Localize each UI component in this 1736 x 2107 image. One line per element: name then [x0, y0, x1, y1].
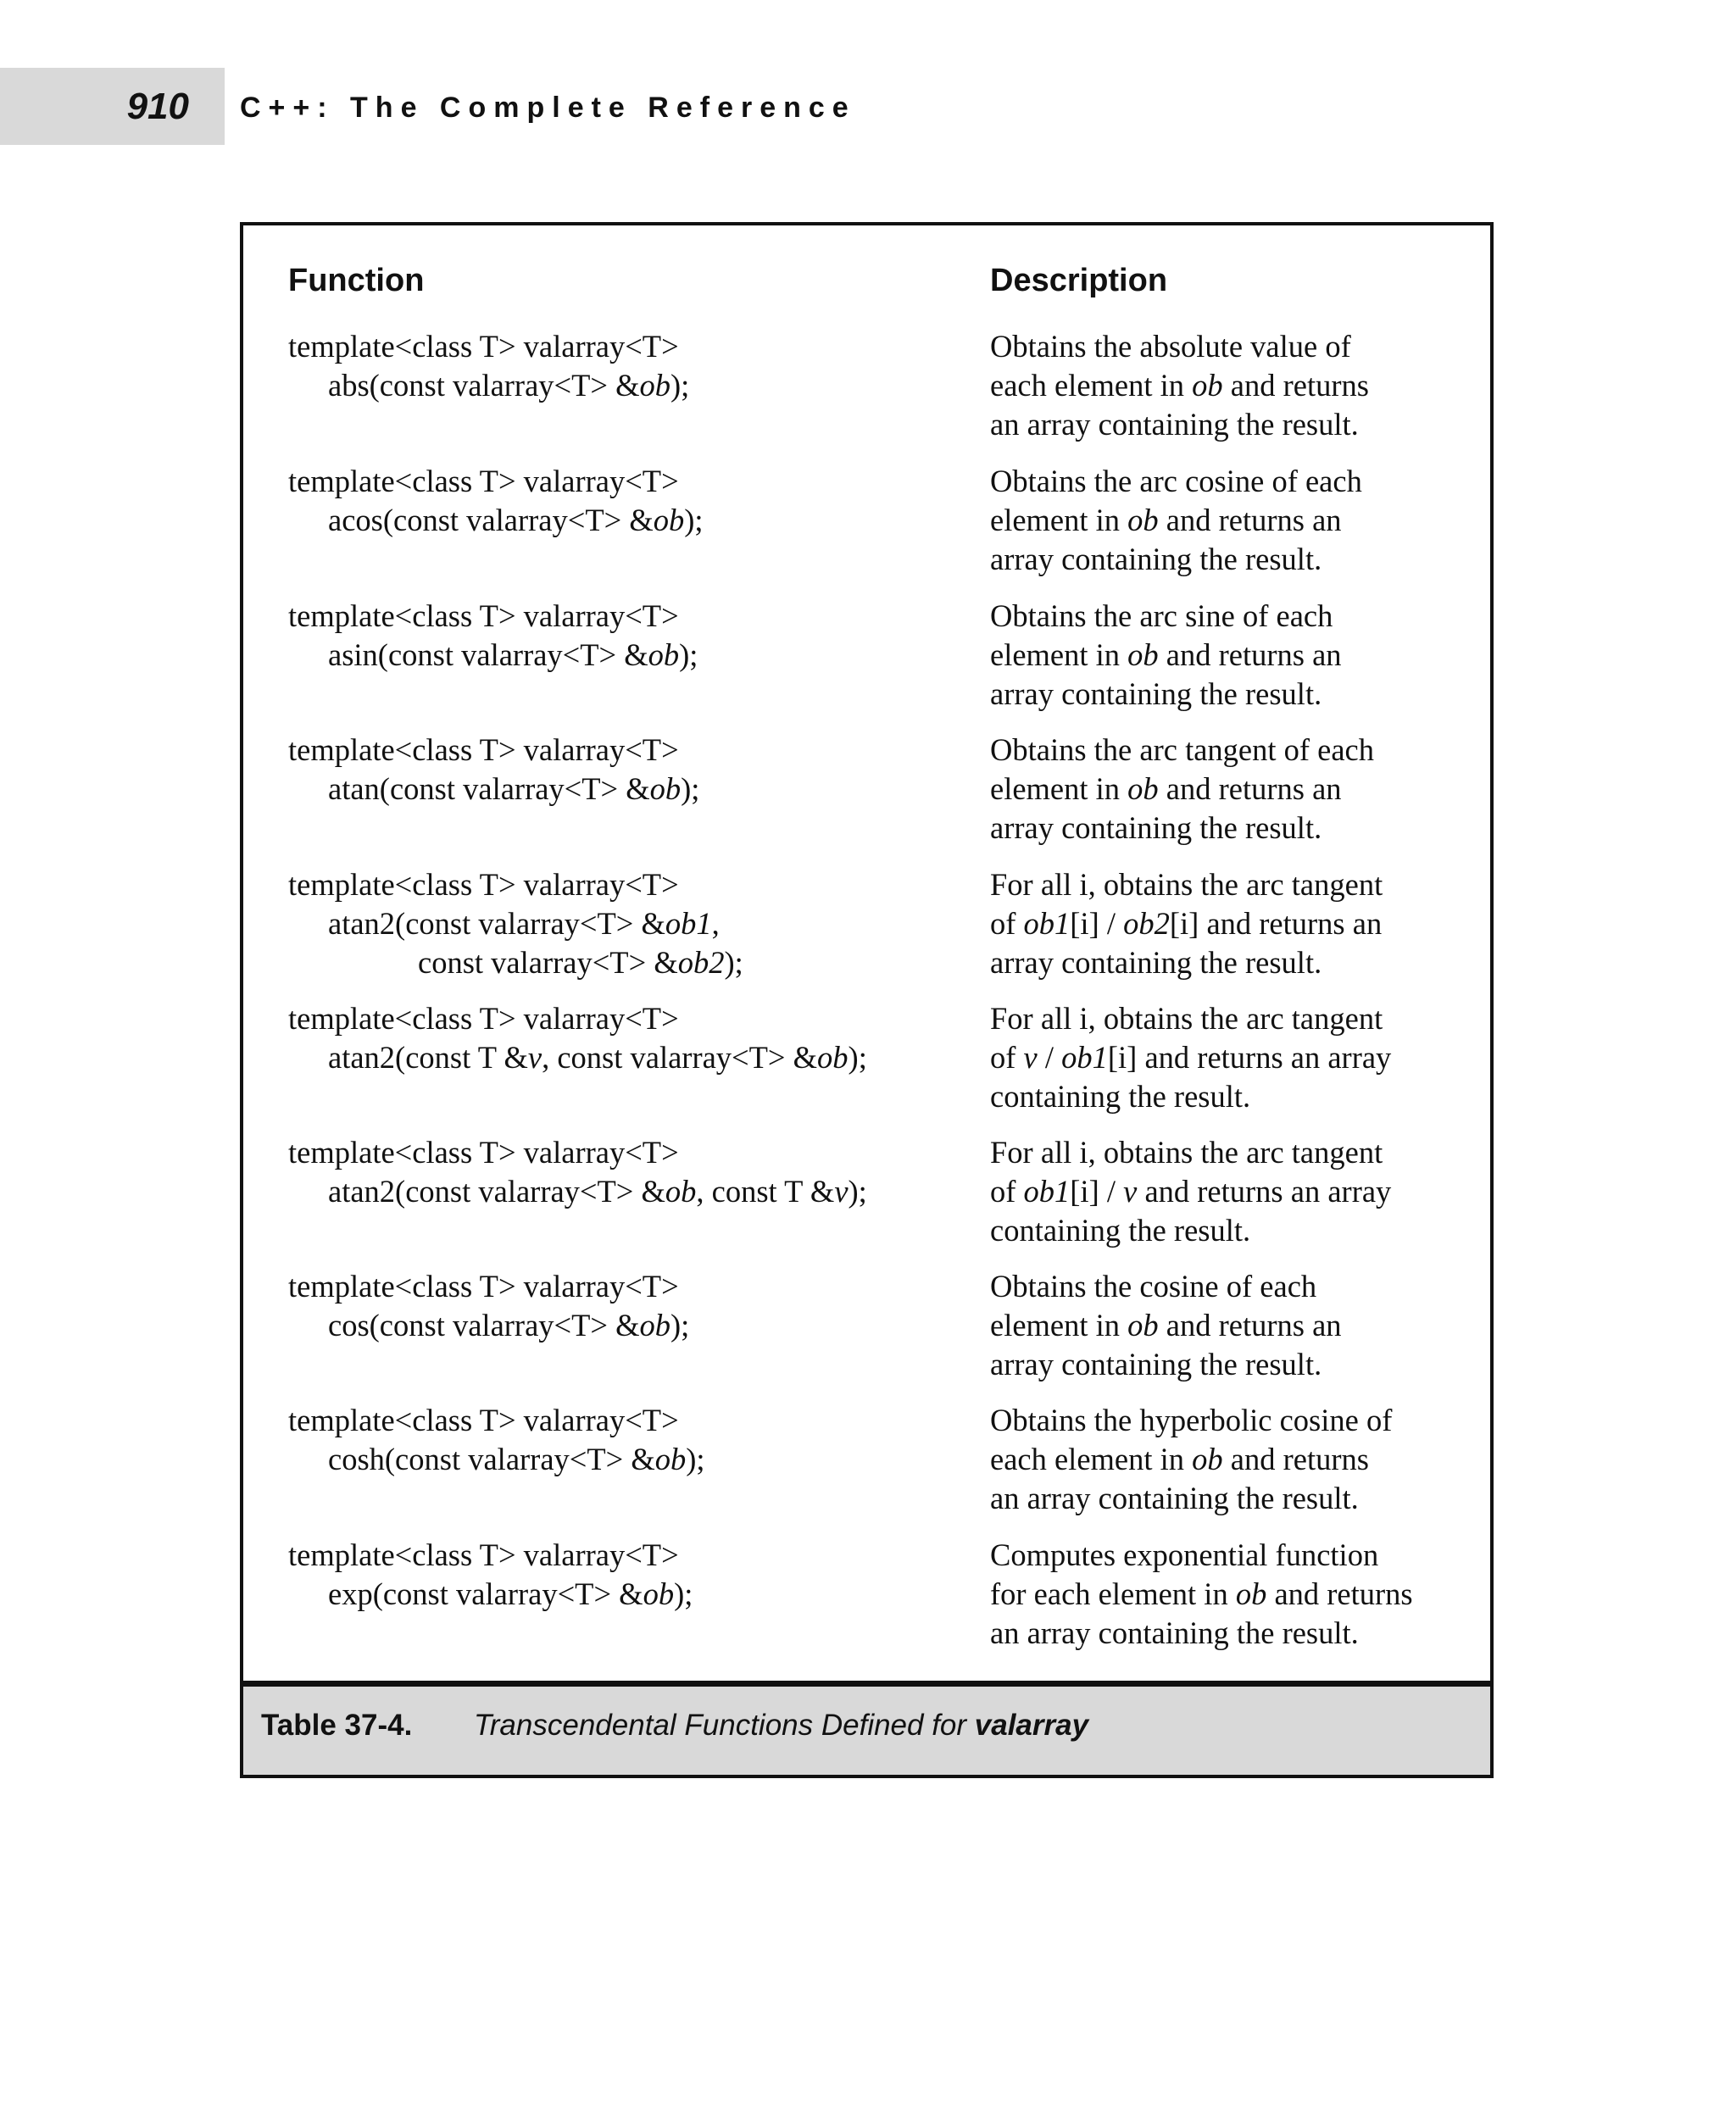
signature-line: atan(const valarray<T> &ob); [328, 771, 700, 806]
identifier: ob [1192, 1442, 1223, 1476]
identifier: v [1023, 1040, 1038, 1075]
signature-line: template<class T> valarray<T> [288, 1269, 679, 1304]
description-line: Obtains the arc sine of each [990, 598, 1333, 633]
function-signature [288, 1133, 867, 1211]
description-line: array containing the result. [990, 1347, 1322, 1382]
column-header-description: Description [990, 263, 1168, 298]
function-description [990, 1133, 1391, 1250]
identifier: v [527, 1040, 542, 1075]
identifier: ob1 [665, 906, 712, 941]
identifier: ob [648, 637, 680, 672]
identifier: ob [639, 1308, 671, 1343]
signature-line: atan2(const valarray<T> &ob1, [328, 906, 720, 941]
signature-line: cos(const valarray<T> &ob); [328, 1308, 690, 1343]
identifier: ob [649, 771, 682, 806]
function-description [990, 999, 1391, 1116]
description-line: of v / ob1[i] and returns an array [990, 1040, 1392, 1075]
signature-line: template<class T> valarray<T> [288, 1001, 679, 1036]
caption-title [474, 1709, 1088, 1743]
identifier: ob [639, 368, 671, 403]
function-signature [288, 1267, 689, 1345]
signature-line: exp(const valarray<T> &ob); [328, 1576, 693, 1611]
identifier: ob [654, 1442, 687, 1476]
description-line: element in ob and returns an [990, 637, 1342, 672]
signature-line: template<class T> valarray<T> [288, 598, 679, 633]
description-line: containing the result. [990, 1213, 1251, 1248]
signature-line: asin(const valarray<T> &ob); [328, 637, 698, 672]
signature-line: template<class T> valarray<T> [288, 464, 679, 498]
signature-line: template<class T> valarray<T> [288, 1537, 679, 1572]
identifier: ob [665, 1174, 697, 1209]
function-signature [288, 1536, 693, 1614]
signature-line: template<class T> valarray<T> [288, 867, 679, 902]
table-caption [240, 1681, 1494, 1778]
running-head: C++: The Complete Reference [240, 92, 856, 124]
identifier: ob [1127, 771, 1159, 806]
description-line: For all i, obtains the arc tangent [990, 867, 1383, 902]
identifier: ob2 [677, 945, 725, 980]
function-description [990, 462, 1362, 579]
description-line: Obtains the arc tangent of each [990, 732, 1375, 767]
function-signature [288, 327, 689, 405]
identifier: ob1 [1023, 1174, 1071, 1209]
description-line: of ob1[i] / v and returns an array [990, 1174, 1392, 1209]
page-number-tab [0, 68, 225, 145]
identifier: ob [1127, 1308, 1159, 1343]
description-line: an array containing the result. [990, 407, 1359, 442]
function-description [990, 327, 1369, 444]
description-line: array containing the result. [990, 810, 1322, 845]
description-line: element in ob and returns an [990, 1308, 1342, 1343]
signature-line: template<class T> valarray<T> [288, 1135, 679, 1170]
function-description [990, 597, 1342, 714]
description-line: an array containing the result. [990, 1615, 1359, 1650]
signature-line: const valarray<T> &ob2); [418, 945, 743, 980]
description-line: element in ob and returns an [990, 503, 1342, 537]
identifier: ob [1127, 637, 1159, 672]
description-line: array containing the result. [990, 676, 1322, 711]
function-signature [288, 462, 704, 540]
column-header-function: Function [288, 263, 425, 298]
description-line: for each element in ob and returns [990, 1576, 1413, 1611]
function-description [990, 731, 1374, 848]
function-signature [288, 865, 743, 982]
identifier: ob [1235, 1576, 1267, 1611]
description-line: containing the result. [990, 1079, 1251, 1114]
function-signature [288, 999, 867, 1077]
description-line: Obtains the arc cosine of each [990, 464, 1362, 498]
description-line: element in ob and returns an [990, 771, 1342, 806]
page-number: 910 [126, 85, 189, 127]
description-line: array containing the result. [990, 945, 1322, 980]
description-line: an array containing the result. [990, 1481, 1359, 1515]
description-line: For all i, obtains the arc tangent [990, 1135, 1383, 1170]
signature-line: atan2(const T &v, const valarray<T> &ob); [328, 1040, 867, 1075]
identifier: v [834, 1174, 849, 1209]
description-line: each element in ob and returns [990, 368, 1369, 403]
identifier: ob1 [1061, 1040, 1108, 1075]
signature-line: abs(const valarray<T> &ob); [328, 368, 690, 403]
description-line: Computes exponential function [990, 1537, 1379, 1572]
description-line: Obtains the cosine of each [990, 1269, 1317, 1304]
description-line: of ob1[i] / ob2[i] and returns an [990, 906, 1383, 941]
identifier: ob [643, 1576, 675, 1611]
function-description [990, 1401, 1392, 1518]
identifier: ob1 [1023, 906, 1071, 941]
function-signature [288, 731, 699, 809]
caption-text: Transcendental Functions Defined for [474, 1709, 975, 1742]
description-line: For all i, obtains the arc tangent [990, 1001, 1383, 1036]
identifier: ob [1127, 503, 1159, 537]
signature-line: template<class T> valarray<T> [288, 1403, 679, 1437]
function-description [990, 1536, 1413, 1653]
signature-line: template<class T> valarray<T> [288, 329, 679, 364]
signature-line: template<class T> valarray<T> [288, 732, 679, 767]
function-signature [288, 1401, 705, 1479]
identifier: ob2 [1123, 906, 1170, 941]
identifier: v [1123, 1174, 1138, 1209]
identifier: ob [1192, 368, 1223, 403]
caption-label: Table 37-4. [261, 1709, 413, 1742]
identifier: ob [653, 503, 685, 537]
function-signature [288, 597, 698, 675]
caption-bold: valarray [974, 1709, 1089, 1742]
signature-line: cosh(const valarray<T> &ob); [328, 1442, 705, 1476]
description-line: array containing the result. [990, 542, 1322, 576]
description-line: each element in ob and returns [990, 1442, 1369, 1476]
signature-line: acos(const valarray<T> &ob); [328, 503, 704, 537]
identifier: ob [817, 1040, 849, 1075]
function-description [990, 865, 1383, 982]
description-line: Obtains the hyperbolic cosine of [990, 1403, 1393, 1437]
signature-line: atan2(const valarray<T> &ob, const T &v); [328, 1174, 867, 1209]
description-line: Obtains the absolute value of [990, 329, 1351, 364]
function-description [990, 1267, 1342, 1384]
